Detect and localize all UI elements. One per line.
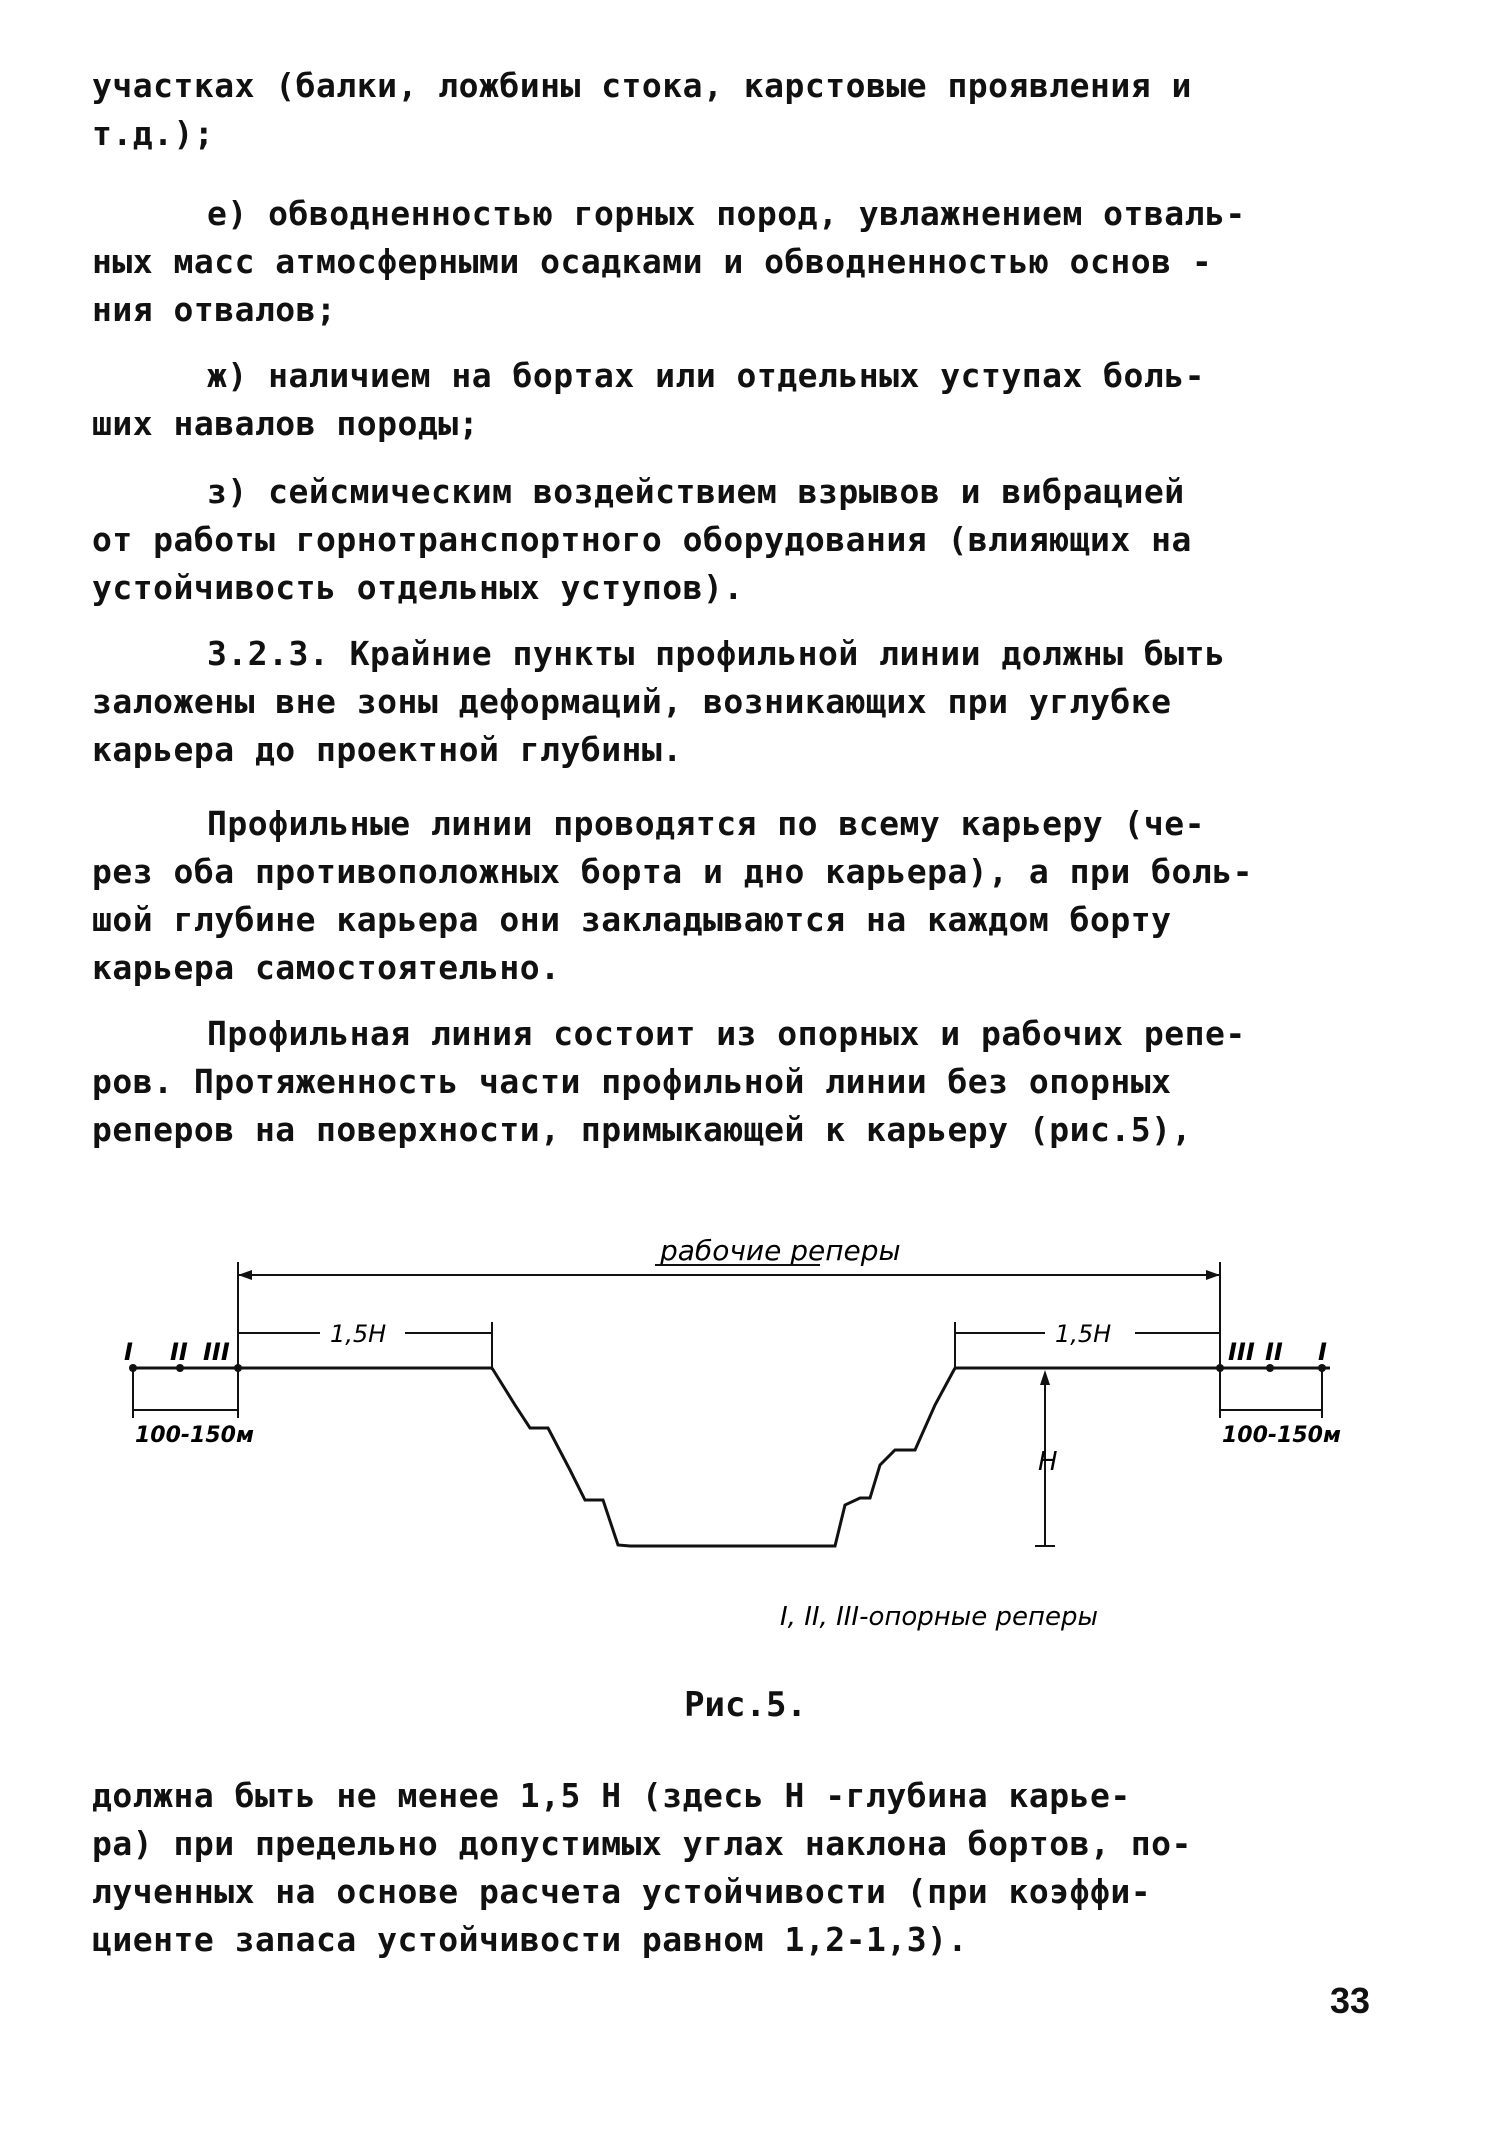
text-line: устойчивость отдельных уступов). xyxy=(92,568,744,607)
paragraph-1 xyxy=(92,190,1422,334)
text-line: з) сейсмическим воздействием взрывов и вибрацией xyxy=(207,472,1185,511)
text-line: рез оба противоположных борта и дно карьера), а при боль- xyxy=(92,852,1253,891)
text-line: лученных на основе расчета устойчивости (при коэффи- xyxy=(92,1872,1152,1911)
left-distance-label: 1,5Н xyxy=(330,1320,387,1348)
right-offset-label: 100-150м xyxy=(1222,1423,1341,1448)
point-label-left-1: I xyxy=(124,1338,133,1366)
paragraph-6 xyxy=(92,1010,1422,1154)
text-line: карьера до проектной глубины. xyxy=(92,730,683,769)
left-offset-label: 100-150м xyxy=(135,1423,254,1448)
text-line: ж) наличием на бортах или отдельных уступах боль- xyxy=(207,356,1206,395)
figure-legend: I, II, III-опорные реперы xyxy=(780,1602,1099,1632)
point-label-left-3: III xyxy=(203,1338,230,1366)
profile-line-diagram xyxy=(0,1200,1491,1660)
paragraph-0 xyxy=(92,62,1422,158)
point-label-right-3: III xyxy=(1228,1338,1255,1366)
point-label-right-2: II xyxy=(1265,1338,1283,1366)
point-label-right-1: I xyxy=(1318,1338,1327,1366)
arrow-head xyxy=(1040,1370,1050,1385)
text-line: Профильная линия состоит из опорных и рабочих репе- xyxy=(207,1014,1246,1053)
depth-label: Н xyxy=(1038,1447,1058,1477)
paragraph-7 xyxy=(92,1772,1422,1964)
arrow-head xyxy=(238,1270,252,1280)
text-line: 3.2.3. Крайние пункты профильной линии должны быть xyxy=(207,634,1226,673)
pit-profile xyxy=(492,1368,955,1546)
text-line: заложены вне зоны деформаций, возникающих при углубке xyxy=(92,682,1172,721)
text-line: участках (балки, ложбины стока, карстовые проявления и xyxy=(92,66,1192,105)
figure-caption: Рис.5. xyxy=(684,1685,807,1725)
paragraph-3 xyxy=(92,468,1422,612)
paragraph-5 xyxy=(92,800,1422,992)
right-distance-label: 1,5Н xyxy=(1055,1320,1112,1348)
text-line: ния отвалов; xyxy=(92,290,337,329)
text-line: шой глубине карьера они закладываются на каждом борту xyxy=(92,900,1172,939)
text-line: т.д.); xyxy=(92,114,215,153)
benchmark-point xyxy=(1216,1364,1224,1372)
text-line: ших навалов породы; xyxy=(92,404,479,443)
text-line: ров. Протяженность части профильной линии без опорных xyxy=(92,1062,1172,1101)
arrow-head xyxy=(1206,1270,1220,1280)
text-line: должна быть не менее 1,5 Н (здесь Н -глубина карье- xyxy=(92,1776,1131,1815)
point-label-left-2: II xyxy=(170,1338,188,1366)
paragraph-2 xyxy=(92,352,1422,448)
paragraph-4 xyxy=(92,630,1422,774)
text-line: Профильные линии проводятся по всему карьеру (че- xyxy=(207,804,1206,843)
text-line: ных масс атмосферными осадками и обводненностью основ - xyxy=(92,242,1213,281)
working-benchmarks-label: рабочие реперы xyxy=(660,1234,901,1267)
text-line: карьера самостоятельно. xyxy=(92,948,561,987)
benchmark-point xyxy=(234,1364,242,1372)
text-line: от работы горнотранспортного оборудования (влияющих на xyxy=(92,520,1192,559)
text-line: циенте запаса устойчивости равном 1,2-1,3). xyxy=(92,1920,968,1959)
page-number: 33 xyxy=(1330,1980,1371,2021)
text-line: е) обводненностью горных пород, увлажнением отваль- xyxy=(207,194,1246,233)
text-line: реперов на поверхности, примыкающей к карьеру (рис.5), xyxy=(92,1110,1192,1149)
text-line: ра) при предельно допустимых углах наклона бортов, по- xyxy=(92,1824,1192,1863)
